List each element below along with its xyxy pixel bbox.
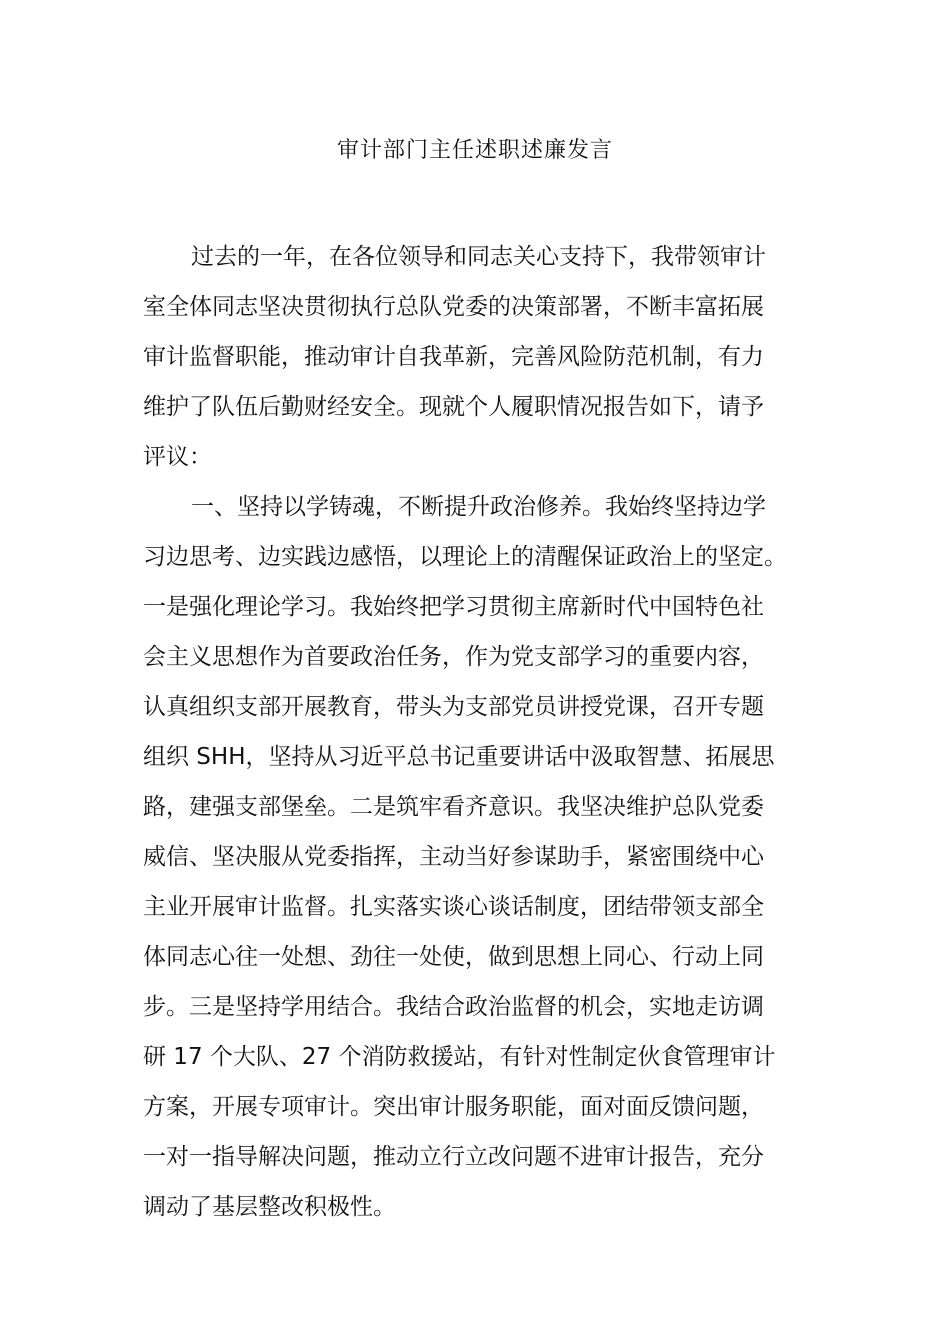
text-line: 威信、坚决服从党委指挥，主动当好参谋助手，紧密围绕中心 bbox=[143, 844, 764, 870]
text-line: 调动了基层整改积极性。 bbox=[143, 1194, 396, 1220]
text-line: 组织 SHH，坚持从习近平总书记重要讲话中汲取智慧、拓展思 bbox=[143, 744, 775, 770]
text-line: 体同志心往一处想、劲往一处使，做到思想上同心、行动上同 bbox=[143, 944, 764, 970]
text-line: 步。三是坚持学用结合。我结合政治监督的机会，实地走访调 bbox=[143, 994, 764, 1020]
text-line: 维护了队伍后勤财经安全。现就个人履职情况报告如下，请予 bbox=[143, 394, 764, 420]
text-line: 认真组织支部开展教育，带头为支部党员讲授党课，召开专题 bbox=[143, 694, 764, 720]
text-line: 室全体同志坚决贯彻执行总队党委的决策部署，不断丰富拓展 bbox=[143, 294, 764, 320]
text-line: 习边思考、边实践边感悟，以理论上的清醒保证政治上的坚定。 bbox=[143, 544, 787, 570]
text-line: 会主义思想作为首要政治任务，作为党支部学习的重要内容， bbox=[143, 644, 764, 670]
text-line: 主业开展审计监督。扎实落实谈心谈话制度，团结带领支部全 bbox=[143, 894, 764, 920]
text-line: 一是强化理论学习。我始终把学习贯彻主席新时代中国特色社 bbox=[143, 594, 764, 620]
text-line: 一、坚持以学铸魂，不断提升政治修养。我始终坚持边学 bbox=[191, 494, 766, 520]
text-line: 研 17 个大队、27 个消防救援站，有针对性制定伙食管理审计 bbox=[143, 1044, 776, 1070]
document-title: 审计部门主任述职述廉发言 bbox=[336, 138, 613, 163]
text-line: 过去的一年，在各位领导和同志关心支持下，我带领审计 bbox=[191, 244, 766, 270]
text-line: 方案，开展专项审计。突出审计服务职能，面对面反馈问题， bbox=[143, 1094, 764, 1120]
text-line: 一对一指导解决问题，推动立行立改问题不进审计报告，充分 bbox=[143, 1144, 764, 1170]
paragraph-section-1 bbox=[143, 482, 807, 1232]
text-line: 评议： bbox=[143, 444, 212, 470]
document-body bbox=[143, 232, 807, 1232]
text-line: 路，建强支部堡垒。二是筑牢看齐意识。我坚决维护总队党委 bbox=[143, 794, 764, 820]
paragraph-intro bbox=[143, 232, 807, 482]
text-line: 审计监督职能，推动审计自我革新，完善风险防范机制，有力 bbox=[143, 344, 764, 370]
